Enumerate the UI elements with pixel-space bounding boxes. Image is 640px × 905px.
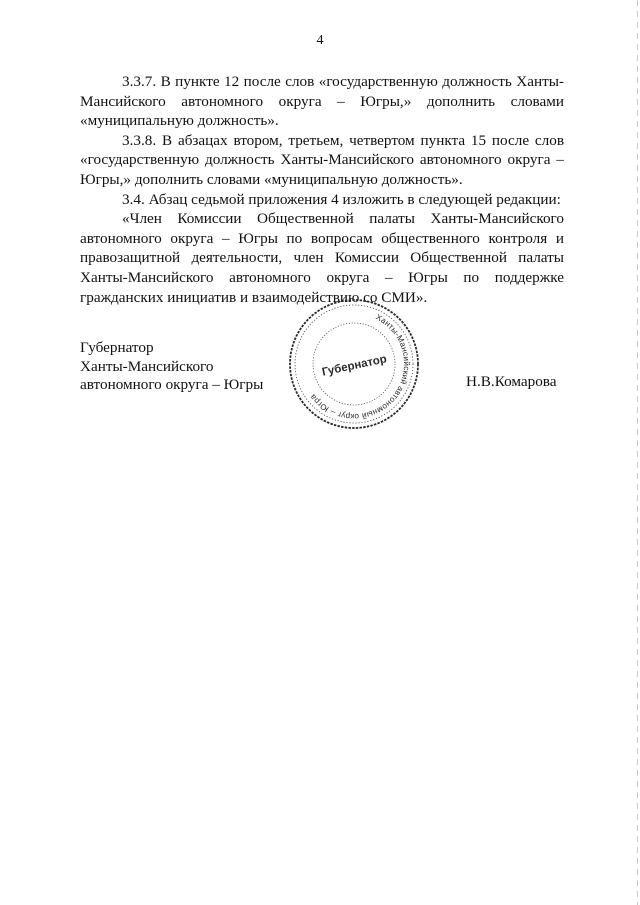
signature-title-block [80,339,263,395]
paragraph-quote: «Член Комиссии Общественной палаты Ханты-Мансийского автономного округа – Югры по вопросам общественного контроля и правозащитной деятельности, член Комиссии Общественной палаты Ханты-Мансийского автономного округа – Югры по поддержке гражданских инициатив и взаимодействию со СМИ». [80,210,564,306]
paragraph-3-3-8: 3.3.8. В абзацах втором, третьем, четвертом пункта 15 после слов «государственную должность Ханты-Мансийского автономного округа – Югры,» дополнить словами «муниципальную должность». [80,131,564,188]
signature-title-line-3: автономного округа – Югры [80,376,264,393]
paragraph-3-4: 3.4. Абзац седьмой приложения 4 изложить в следующей редакции: [122,190,561,208]
document-body [80,72,564,307]
seal-ring-text: Ханты-Мансийский автономный округ – Югра [308,312,412,422]
page-number: 4 [316,33,324,48]
paragraph-3-3-7: 3.3.7. В пункте 12 после слов «государственную должность Ханты-Мансийского автономного округа – Югры,» дополнить словами «муниципальную должность». [80,73,564,130]
signature-title-line-1: Губернатор [80,339,154,356]
scan-edge [637,0,638,905]
signature-title-line-2: Ханты-Мансийского [80,357,214,375]
signatory-name: Н.В.Комарова [466,373,557,390]
seal-center-text: Губернатор [320,353,388,379]
official-seal [287,297,421,431]
